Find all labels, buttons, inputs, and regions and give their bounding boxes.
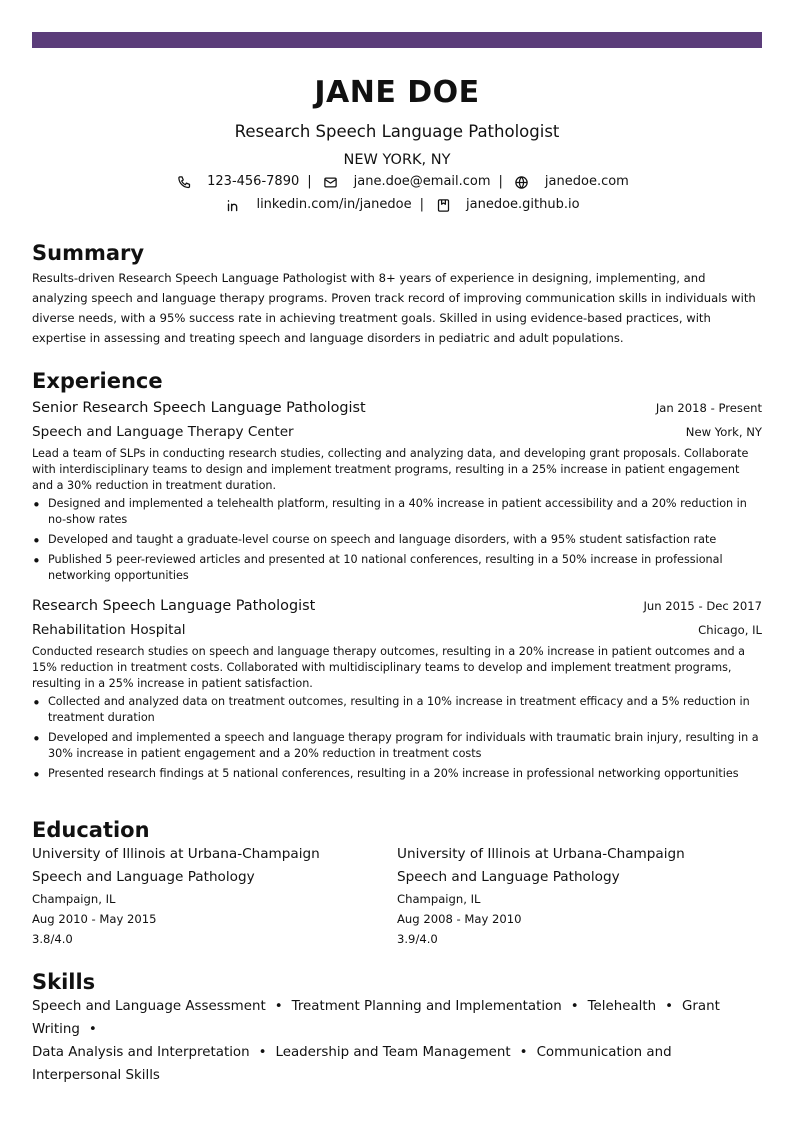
website-link[interactable]: janedoe.com <box>544 174 629 189</box>
phone-icon <box>175 173 193 191</box>
contact-row-1 <box>32 171 762 193</box>
edu-school: University of Illinois at Urbana-Champaign <box>32 846 320 862</box>
skill-item: Treatment Planning and Implementation <box>291 999 562 1014</box>
job-bullets <box>32 496 762 584</box>
skill-item: Speech and Language Assessment <box>32 999 266 1014</box>
education-grid <box>32 843 762 949</box>
phone-number[interactable]: 123-456-7890 <box>207 174 300 189</box>
summary-heading: Summary <box>32 241 145 265</box>
job-location: Chicago, IL <box>698 623 762 637</box>
contact-row-2 <box>32 194 762 216</box>
summary-section <box>32 240 762 348</box>
experience-section <box>32 368 762 786</box>
list-item: • Presented research findings at 5 national conferences, resulting in a 20% increase in professional networking opportunities <box>32 766 762 782</box>
edu-dates: Aug 2008 - May 2010 <box>397 912 522 926</box>
job-title: Senior Research Speech Language Pathologist <box>32 400 366 416</box>
edu-dates: Aug 2010 - May 2015 <box>32 912 157 926</box>
education-entry <box>397 843 762 949</box>
linkedin-icon <box>224 196 242 214</box>
job-description: Lead a team of SLPs in conducting research studies, collecting and analyzing data, and developing grant proposals. Collaborate with interdisciplinary teams to design and implement treatment programs, resulting in a 25% increase in patient engagement and a 30% reduction in treatment duration. <box>32 447 749 492</box>
list-item: • Designed and implemented a telehealth platform, resulting in a 40% increase in patient accessibility and a 20% reduction in no-show rates <box>32 496 762 528</box>
job-entry <box>32 396 762 584</box>
skills-line-2 <box>32 1041 762 1087</box>
edu-location: Champaign, IL <box>32 892 116 906</box>
linkedin-link[interactable]: linkedin.com/in/janedoe <box>256 197 412 212</box>
edu-degree: Speech and Language Pathology <box>32 869 255 885</box>
edu-location: Champaign, IL <box>397 892 481 906</box>
skills-section <box>32 969 762 1087</box>
skills-heading: Skills <box>32 970 96 994</box>
skill-item: Leadership and Team Management <box>275 1045 511 1060</box>
github-link[interactable]: janedoe.github.io <box>466 197 580 212</box>
email-link[interactable]: jane.doe@email.com <box>353 174 491 189</box>
education-entry <box>32 843 397 949</box>
job-dates: Jun 2015 - Dec 2017 <box>643 599 762 613</box>
job-title: Research Speech Language Pathologist <box>32 598 316 614</box>
job-description: Conducted research studies on speech and language therapy outcomes, resulting in a 20% increase in patient outcomes and a 15% reduction in treatment costs. Collaborated with multidisciplinary teams to develop and implement treatment programs, resulting in a 25% increase in patient satisfaction. <box>32 645 745 690</box>
skill-bullet: • <box>519 1045 528 1060</box>
skill-bullet: • <box>88 1022 97 1037</box>
contact-separator: | <box>498 174 503 189</box>
list-item: • Developed and taught a graduate-level course on speech and language disorders, with a 95% student satisfaction rate <box>32 532 762 548</box>
contact-separator: | <box>307 174 312 189</box>
education-section <box>32 817 762 949</box>
list-item: • Published 5 peer-reviewed articles and presented at 10 national conferences, resulting in a 50% increase in professional networking opportunities <box>32 552 762 584</box>
bookmark-icon <box>434 196 452 214</box>
edu-gpa: 3.8/4.0 <box>32 932 73 946</box>
globe-icon <box>513 173 531 191</box>
candidate-location: NEW YORK, NY <box>343 152 451 168</box>
job-location: New York, NY <box>685 425 762 439</box>
education-heading: Education <box>32 818 150 842</box>
edu-gpa: 3.9/4.0 <box>397 932 438 946</box>
job-organization: Speech and Language Therapy Center <box>32 424 294 440</box>
candidate-title: Research Speech Language Pathologist <box>234 122 560 141</box>
edu-degree: Speech and Language Pathology <box>397 869 620 885</box>
experience-heading: Experience <box>32 369 163 393</box>
contact-separator: | <box>419 197 424 212</box>
skills-line-1 <box>32 995 762 1041</box>
skill-bullet: • <box>274 999 283 1014</box>
job-organization: Rehabilitation Hospital <box>32 622 186 638</box>
job-bullets <box>32 694 762 782</box>
skill-item: Data Analysis and Interpretation <box>32 1045 250 1060</box>
skill-item: Grant Writing <box>32 999 720 1037</box>
list-item: • Collected and analyzed data on treatment outcomes, resulting in a 10% increase in treatment efficacy and a 5% reduction in treatment duration <box>32 694 762 726</box>
skill-bullet: • <box>665 999 674 1014</box>
candidate-name: JANE DOE <box>314 75 480 110</box>
job-entry <box>32 594 762 782</box>
skill-bullet: • <box>258 1045 267 1060</box>
skill-item: Telehealth <box>587 999 657 1014</box>
list-item: • Developed and implemented a speech and language therapy program for individuals with traumatic brain injury, resulting in a 30% increase in patient engagement and a 20% reduction in treatment costs <box>32 730 762 762</box>
skill-bullet: • <box>570 999 579 1014</box>
accent-bar <box>32 32 762 48</box>
skill-item: Communication and Interpersonal Skills <box>32 1045 672 1083</box>
edu-school: University of Illinois at Urbana-Champaign <box>397 846 685 862</box>
job-dates: Jan 2018 - Present <box>655 401 762 415</box>
summary-text: Results-driven Research Speech Language Pathologist with 8+ years of experience in designing, implementing, and analyzing speech and language therapy programs. Proven track record of improving communication skills in individuals with diverse needs, with a 95% success rate in achieving treatment goals. Skilled in using evidence-based practices, with expertise in assessing and treating speech and language disorders in pediatric and adult populations. <box>32 271 756 345</box>
mail-icon <box>322 173 340 191</box>
resume-header <box>32 72 762 216</box>
